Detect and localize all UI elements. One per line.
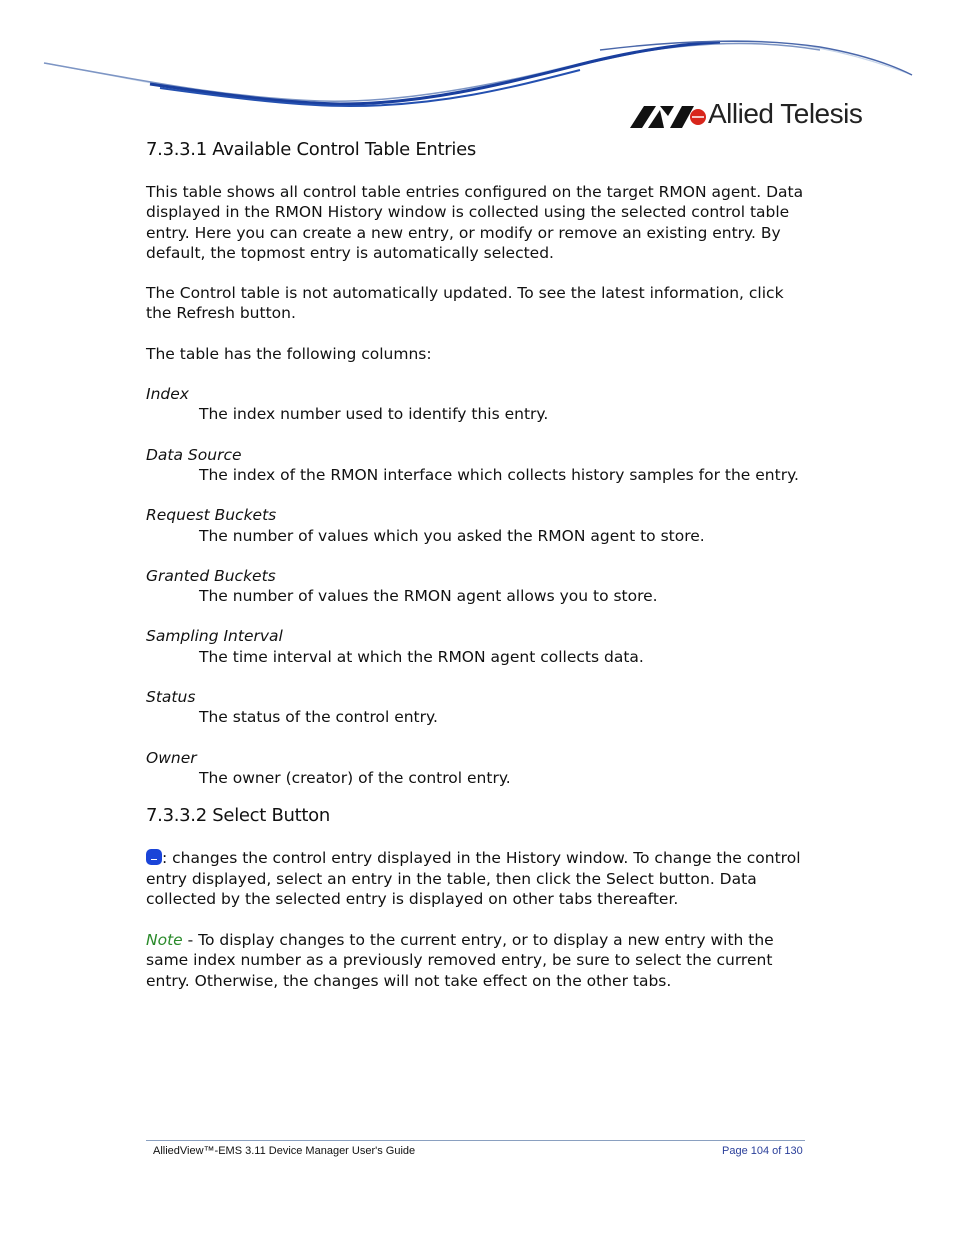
paragraph-intro: This table shows all control table entries configured on the target RMON agent. Data displayed in the RMON History window is collected using the selected control table entry. Here you can create a new entry, or modify or remove an existing entry. By default, the topmost entry is automatically selected.: [146, 183, 804, 262]
column-term: Index: [146, 385, 189, 404]
paragraph-columns-intro: The table has the following columns:: [146, 344, 432, 363]
note-text: - To display changes to the current entry, or to display a new entry with the same index number as a previously removed entry, be sure to select the current entry. Otherwise, the changes will not take effect on the other tabs.: [146, 931, 774, 990]
select-description: : changes the control entry displayed in the History window. To change the control entry displayed, select an entry in the table, then click the Select button. Data collected by the selected entry is displayed on other tabs thereafter.: [146, 849, 801, 908]
brand-name: Allied Telesis: [708, 98, 863, 129]
column-definition: The owner (creator) of the control entry.: [199, 768, 511, 787]
column-term: Owner: [146, 748, 197, 767]
allied-telesis-logo: [630, 100, 865, 134]
column-definition: The number of values which you asked the RMON agent to store.: [199, 526, 705, 545]
section-heading-control-table: 7.3.3.1 Available Control Table Entries: [146, 139, 476, 160]
column-term: Data Source: [146, 445, 242, 464]
note-label: Note: [146, 931, 183, 950]
column-definition: The status of the control entry.: [199, 708, 438, 727]
column-definition: The index number used to identify this entry.: [199, 405, 549, 424]
paragraph-note: [146, 930, 811, 991]
column-term: Sampling Interval: [146, 627, 283, 646]
select-button-icon: [146, 849, 162, 865]
logo-mark-icon: [630, 106, 706, 128]
footer-page-number: Page 104 of 130: [722, 1145, 803, 1157]
column-definition: The time interval at which the RMON agent collects data.: [199, 647, 644, 666]
column-term: Status: [146, 688, 196, 707]
footer-document-title: AlliedView™-EMS 3.11 Device Manager User's Guide: [153, 1145, 416, 1157]
column-term: Request Buckets: [146, 506, 277, 525]
paragraph-refresh: The Control table is not automatically updated. To see the latest information, click the Refresh button.: [146, 284, 784, 323]
paragraph-select: [146, 848, 811, 909]
column-definition: The number of values the RMON agent allows you to store.: [199, 587, 658, 606]
footer-divider: [146, 1140, 805, 1141]
section-heading-select-button: 7.3.3.2 Select Button: [146, 805, 330, 827]
column-term: Granted Buckets: [146, 566, 276, 585]
main-content: [146, 138, 811, 991]
column-definition: The index of the RMON interface which collects history samples for the entry.: [199, 465, 799, 484]
